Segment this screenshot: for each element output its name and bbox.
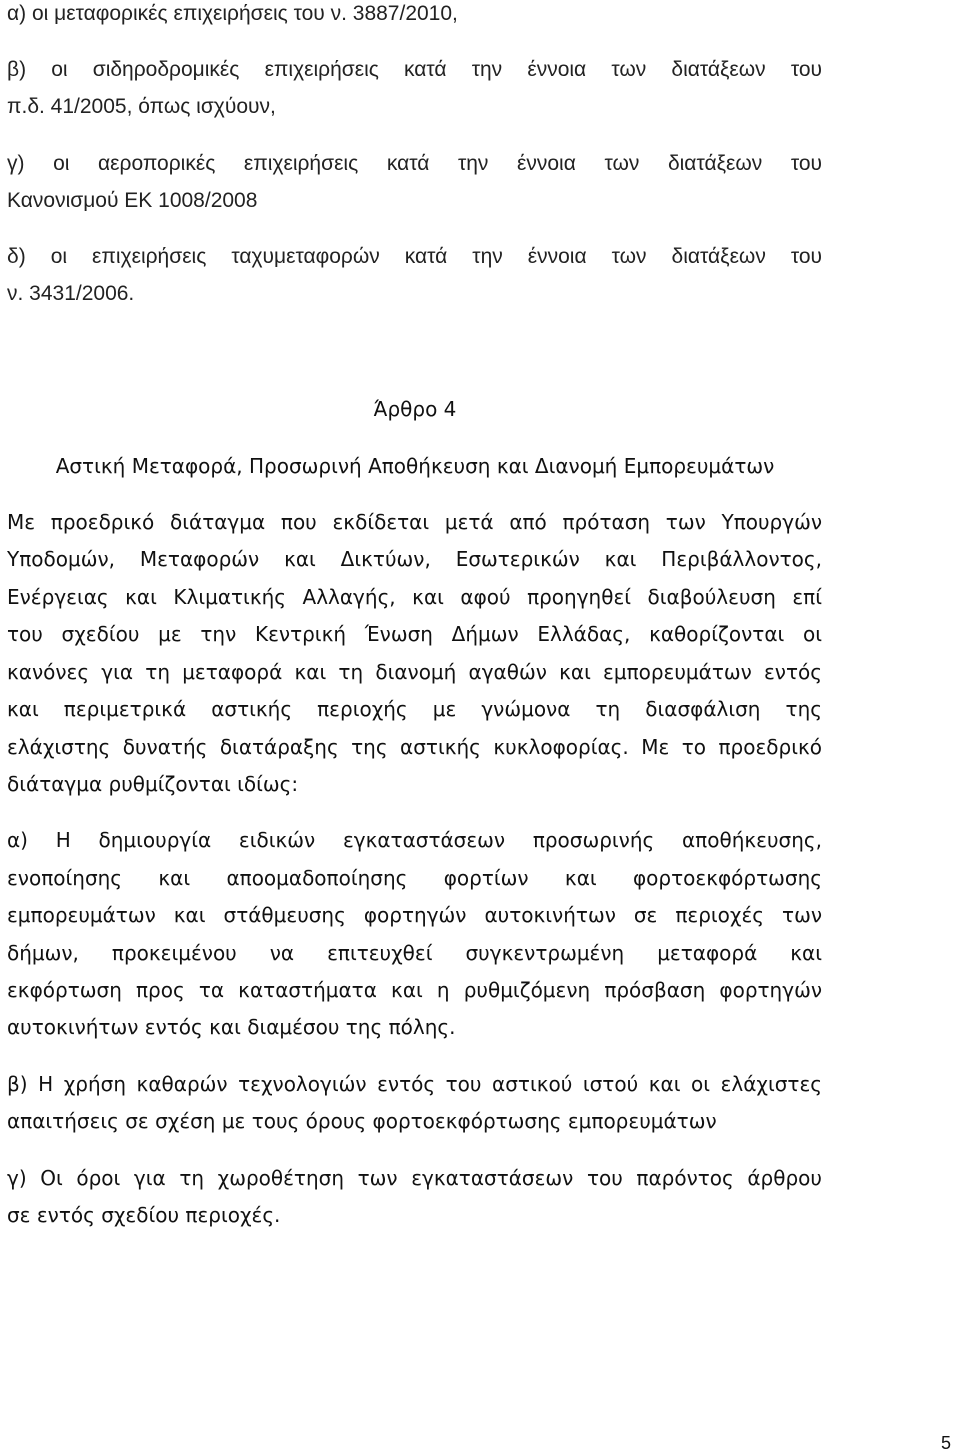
paragraph-line: και περιμετρικά αστικής περιοχής με γνώμονα τη διασφάλιση της [7,697,822,721]
intro-line: α) οι μεταφορικές επιχειρήσεις του ν. 3887/2010, [7,2,458,25]
page-number: 5 [941,1433,952,1453]
item-line: εμπορευμάτων και στάθμευσης φορτηγών αυτοκινήτων σε περιοχές των [7,903,822,927]
paragraph-line: ελάχιστης δυνατής διατάραξης της αστικής κυκλοφορίας. Με το προεδρικό [7,735,822,759]
paragraph-line: κανόνες για τη μεταφορά και τη διανομή αγαθών και εμπορευμάτων εντός [7,660,822,684]
article-number: Άρθρο 4 [373,397,457,421]
item-line: αυτοκινήτων εντός και διαμέσου της πόλης. [7,1015,456,1039]
article-title: Αστική Μεταφορά, Προσωρινή Αποθήκευση και Διανομή Εμπορευμάτων [55,454,775,478]
intro-line: π.δ. 41/2005, όπως ισχύουν, [7,95,276,118]
item-line: εκφόρτωση προς τα καταστήματα και η ρυθμιζόμενη πρόσβαση φορτηγών [7,978,822,1002]
item-line: ενοποίησης και αποομαδοποίησης φορτίων και φορτοεκφόρτωσης [7,866,822,890]
item-line: α) Η δημιουργία ειδικών εγκαταστάσεων προσωρινής αποθήκευσης, [7,828,822,852]
paragraph-line: του σχεδίου με την Κεντρική Ένωση Δήμων Ελλάδας, καθορίζονται οι [7,622,822,646]
paragraph-line: Ενέργειας και Κλιματικής Αλλαγής, και αφού προηγηθεί διαβούλευση επί [7,585,822,609]
item-line: απαιτήσεις σε σχέση με τους όρους φορτοεκφόρτωσης εμπορευμάτων [7,1109,717,1133]
paragraph-line: Υποδομών, Μεταφορών και Δικτύων, Εσωτερικών και Περιβάλλοντος, [7,547,822,571]
intro-line: δ) οι επιχειρήσεις ταχυμεταφορών κατά την έννοια των διατάξεων του [7,245,822,268]
intro-line: γ) οι αεροπορικές επιχειρήσεις κατά την έννοια των διατάξεων του [7,152,822,175]
item-line: γ) Οι όροι για τη χωροθέτηση των εγκαταστάσεων του παρόντος άρθρου [7,1166,822,1190]
intro-line: β) οι σιδηροδρομικές επιχειρήσεις κατά την έννοια των διατάξεων του [7,58,822,81]
paragraph-line: διάταγμα ρυθμίζονται ιδίως: [7,772,299,796]
item-line: β) Η χρήση καθαρών τεχνολογιών εντός του αστικού ιστού και οι ελάχιστες [7,1072,822,1096]
intro-line: Κανονισμού ΕΚ 1008/2008 [7,189,258,212]
item-line: σε εντός σχεδίου περιοχές. [7,1203,281,1227]
intro-line: ν. 3431/2006. [7,282,135,305]
item-line: δήμων, προκειμένου να επιτευχθεί συγκεντρωμένη μεταφορά και [7,941,822,965]
paragraph-line: Με προεδρικό διάταγμα που εκδίδεται μετά από πρόταση των Υπουργών [7,510,822,534]
